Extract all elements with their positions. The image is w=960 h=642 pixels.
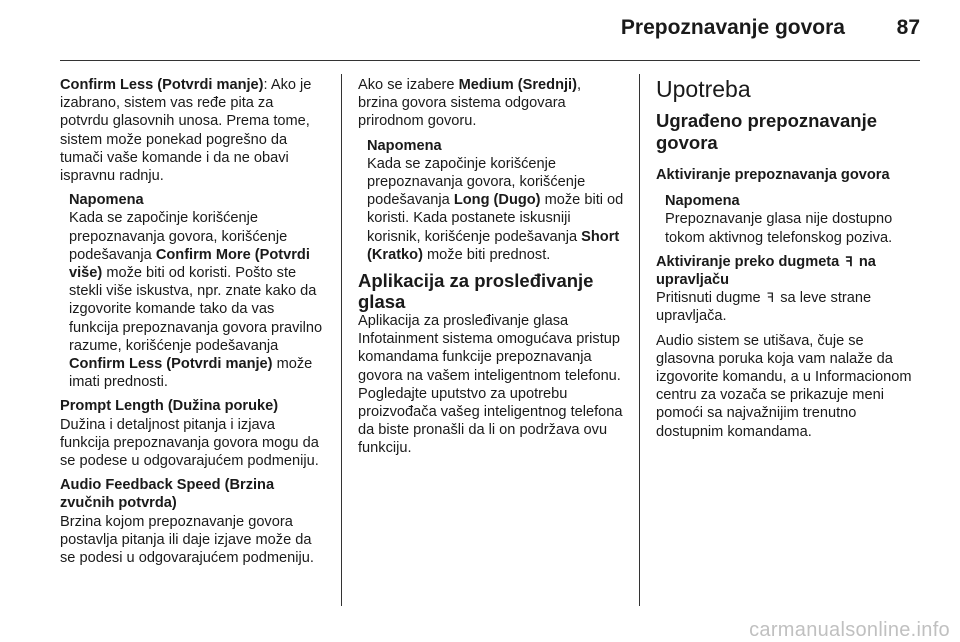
- prompt-length-text: Dužina i detaljnost pitanja i izjava funkcija prepoznavanja govora mogu da se podese u odgovarajućem podmeniju.: [60, 416, 319, 470]
- voice-control-icon: ꟻ: [845, 253, 853, 269]
- press-button-text: Pritisnuti dugme ꟻ sa leve strane upravljača.: [656, 290, 872, 325]
- medium-speed-paragraph: Ako se izabere Medium (Srednji), brzina govora sistema odgovara prirodnom govoru.: [358, 77, 582, 130]
- voice-pass-through-text: Aplikacija za prosleđivanje glasa Infotainment sistema omogućava pristup komandama funkcije prepoznavanja govora na vašem inteligentnom telefonu. Pogledajte uputstvo za upotrebu proizvođača vašeg inteligentnog telefona da biste pronašli da li on podržava ovu funkciju.: [358, 313, 623, 457]
- column-3: [656, 76, 922, 447]
- prompt-length-heading: Prompt Length (Dužina poruke): [60, 398, 279, 415]
- column-1: [60, 76, 326, 573]
- note-text: Kada se započinje korišćenje prepoznavanja govora, korišćenje podešavanja Long (Dugo) može biti od koristi. Kada postanete iskusniji korisnik, korišćenje podešavanja Short (Kratko) može biti prednost.: [367, 155, 624, 263]
- note-text: Kada se započinje korišćenje prepoznavanja govora, korišćenje podešavanja Confirm More (Potvrdi više) može biti od koristi. Pošto ste stekli više iskustva, npr. znate kako da izgovorite komande tako da vas funkcija prepoznavanja govora pravilno razume, korišćenje podešavanja Confirm Less (Potvrdi manje) može imati prednosti.: [69, 210, 323, 391]
- activate-recognition-heading: Aktiviranje prepoznavanja govora: [656, 167, 890, 183]
- note-box: [665, 192, 922, 247]
- note-title: Napomena: [367, 137, 442, 154]
- builtin-recognition-heading: Ugrađeno prepoznavanje govora: [656, 110, 878, 153]
- note-box: [69, 191, 326, 391]
- page-number: 87: [896, 16, 920, 39]
- note-title: Napomena: [69, 192, 144, 209]
- note-title: Napomena: [665, 193, 740, 210]
- audio-feedback-heading: Audio Feedback Speed (Brzina zvučnih potvrda): [60, 477, 275, 512]
- confirm-less-term: Confirm Less (Potvrdi manje): [60, 77, 264, 93]
- header-divider: [60, 60, 920, 61]
- activate-button-heading: Aktiviranje preko dugmeta ꟻ na upravljaču: [656, 253, 876, 289]
- confirm-less-paragraph: [60, 76, 326, 185]
- note-text: Prepoznavanje glasa nije dostupno tokom aktivnog telefonskog poziva.: [665, 211, 893, 246]
- audio-feedback-text: Brzina kojom prepoznavanje govora postavlja pitanja ili daje izjave može da se podesi u odgovarajućem podmeniju.: [60, 513, 314, 567]
- column-divider-2: [639, 74, 640, 606]
- column-divider-1: [341, 74, 342, 606]
- audio-muted-text: Audio sistem se utišava, čuje se glasovna poruka koja vam nalaže da izgovorite komandu, a u Informacionom centru za vozača se prikazuje meni pomoći sa najvažnijim trenutno dostupnim komandama.: [656, 332, 912, 440]
- note-box: [367, 137, 624, 264]
- voice-control-icon: ꟻ: [766, 290, 775, 306]
- page-title: Prepoznavanje govora: [620, 16, 845, 39]
- column-2: [358, 76, 624, 464]
- voice-pass-through-heading: Aplikacija za prosleđivanje glasa: [358, 270, 594, 313]
- watermark: carmanualsonline.info: [749, 619, 950, 641]
- confirm-less-text: : Ako je izabrano, sistem vas ređe pita za potvrdu glasovnih unosa. Prema tome, sistem može ponekad pogrešno da tumači vaše komande i da ne obavi ispravnu radnju.: [60, 77, 312, 185]
- section-heading-usage: Upotreba: [656, 76, 751, 102]
